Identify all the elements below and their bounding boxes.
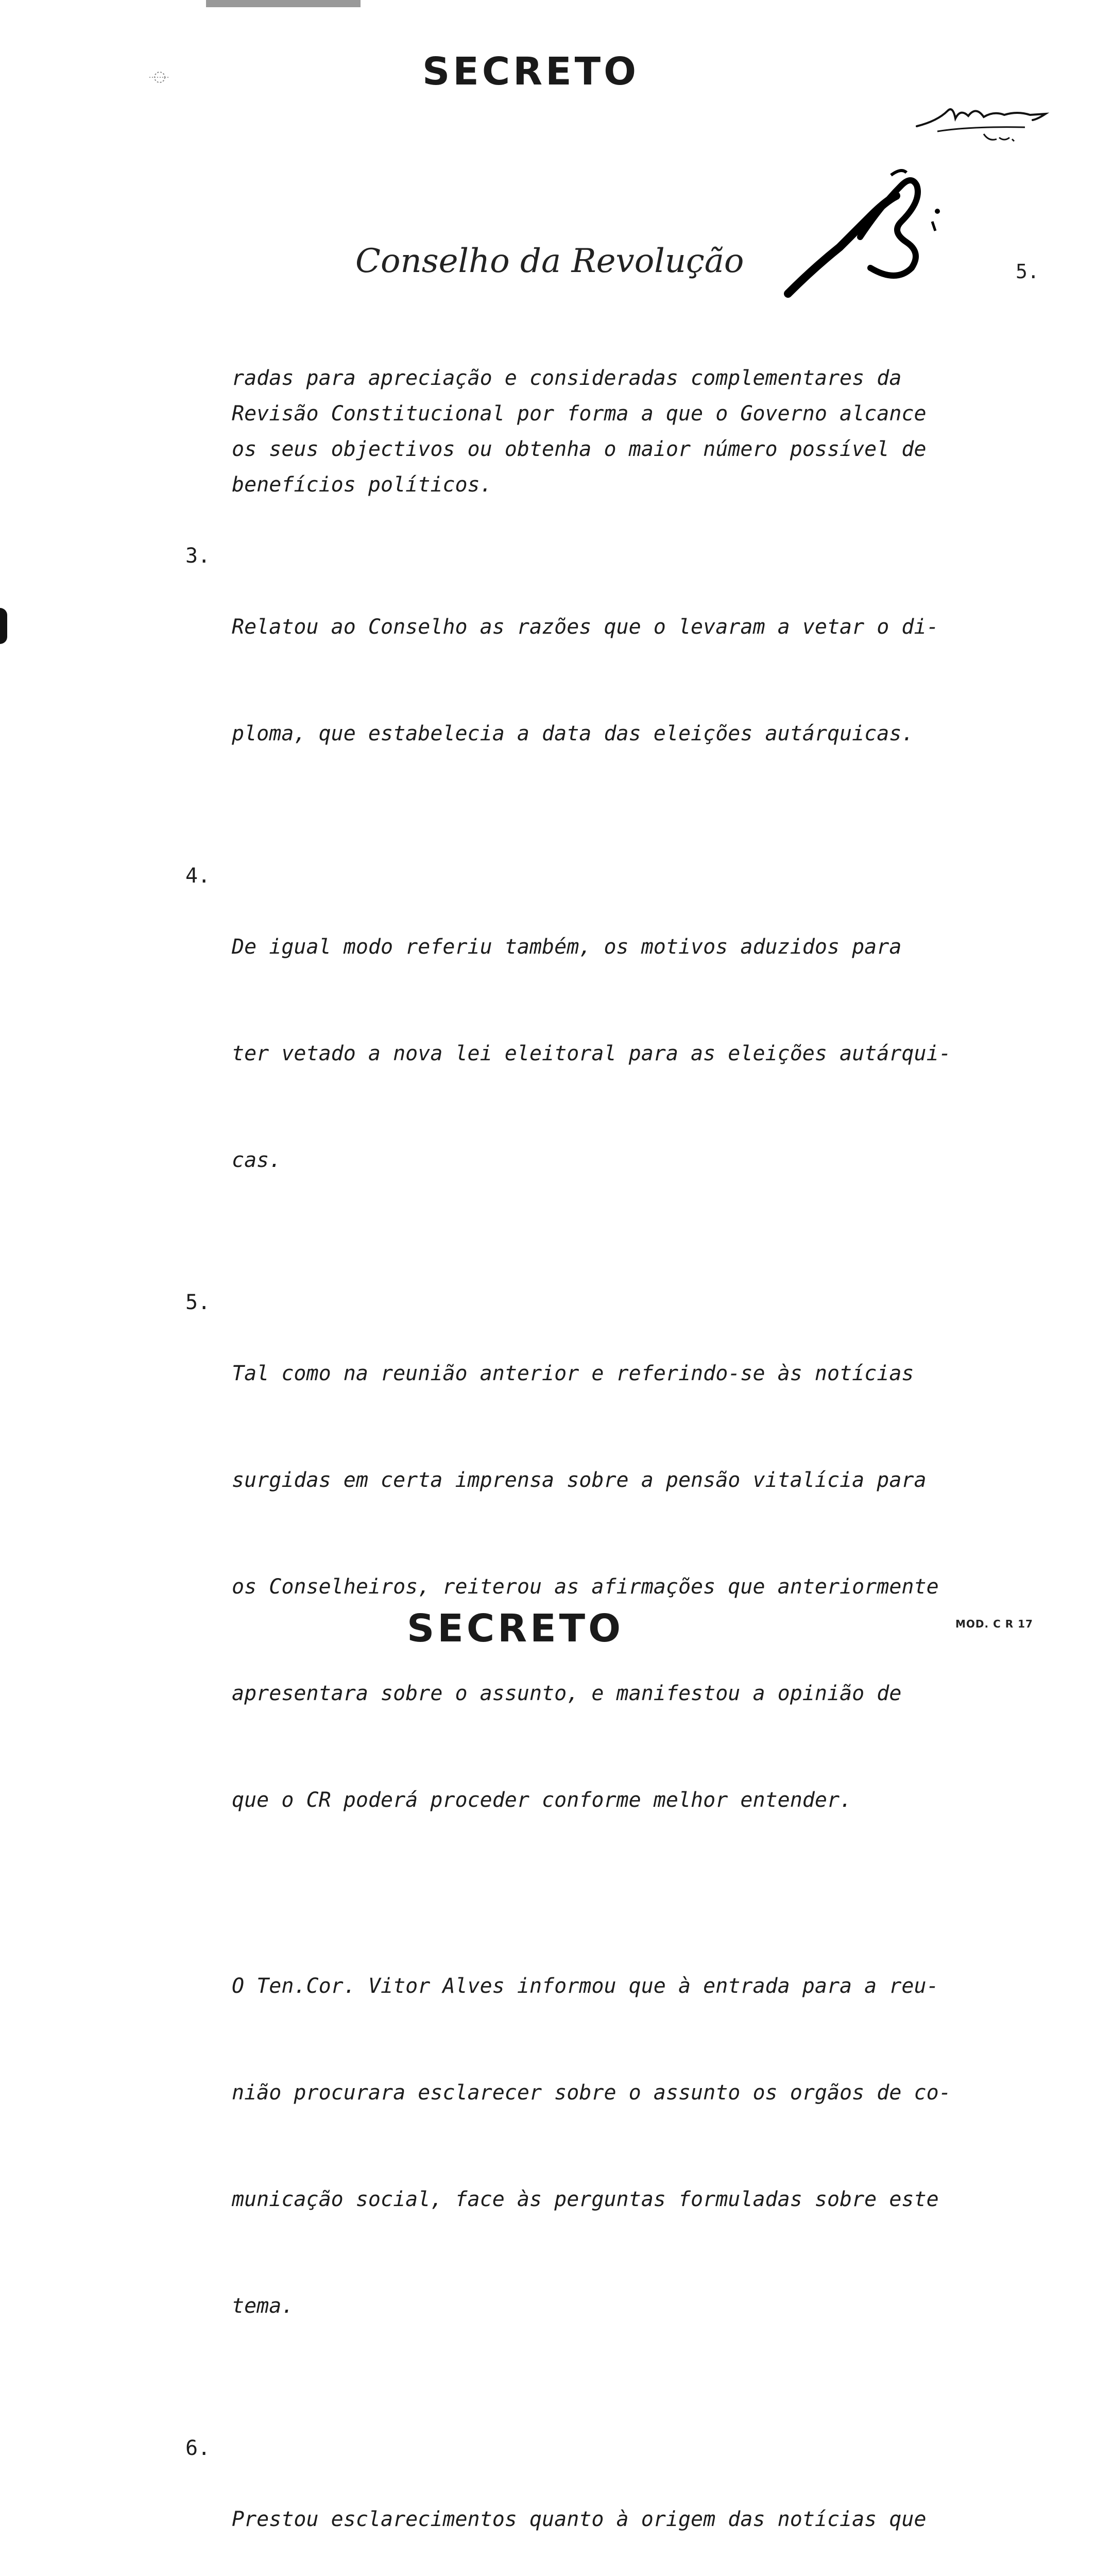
form-code: MOD. C R 17 (955, 1618, 1033, 1630)
text-line: Relatou ao Conselho as razões que o levaram a vetar o di- (232, 615, 939, 639)
punch-hole-mark (0, 608, 7, 644)
list-item-4 (185, 858, 1071, 1249)
item-number: 6. (185, 2436, 211, 2460)
document-body (185, 361, 1071, 2576)
text-line: nião procurara esclarecer sobre o assunto os orgãos de co- (232, 2081, 951, 2105)
item-number: 5. (185, 1291, 211, 1314)
text-line: Prestou esclarecimentos quanto à origem das notícias que (232, 2507, 927, 2531)
text-line: ter vetado a nova lei eleitoral para as eleições autárqui- (232, 1042, 951, 1065)
list-item-3 (185, 538, 1071, 823)
text-line: os Conselheiros, reiterou as afirmações que anteriormente (232, 1575, 939, 1599)
item-number: 4. (185, 864, 211, 888)
intro-paragraph (232, 361, 1071, 503)
text-line: benefícios políticos. (232, 473, 492, 497)
text-line: que o CR poderá proceder conforme melhor entender. (232, 1788, 852, 1812)
text-line: ploma, que estabelecia a data das eleições autárquicas. (232, 722, 914, 745)
handwritten-initials (906, 90, 1061, 152)
text-line: Revisão Constitucional por forma a que o Governo alcance (232, 402, 927, 426)
secret-stamp-bottom: SECRETO (407, 1606, 624, 1651)
list-item-6 (185, 2431, 1071, 2576)
secret-stamp-top: SECRETO (422, 49, 640, 94)
text-line: De igual modo referiu também, os motivos aduzidos para (232, 935, 902, 959)
text-line: Tal como na reunião anterior e referindo-se às notícias (232, 1362, 914, 1385)
text-line: radas para apreciação e consideradas complementares da (232, 366, 902, 390)
text-line: os seus objectivos ou obtenha o maior número possível de (232, 437, 927, 461)
text-line: municação social, face às perguntas formuladas sobre este (232, 2188, 939, 2211)
scan-speck-mark (144, 62, 175, 93)
text-line: O Ten.Cor. Vitor Alves informou que à entrada para a reu- (232, 1974, 939, 1998)
signature (783, 165, 953, 304)
list-item-5 (185, 1285, 1071, 2395)
text-line: cas. (232, 1148, 282, 1172)
text-line: surgidas em certa imprensa sobre a pensão vitalícia para (232, 1468, 927, 1492)
text-line: apresentara sobre o assunto, e manifestou a opinião de (232, 1682, 902, 1705)
item-number: 3. (185, 544, 211, 568)
page-number: 5. (1016, 260, 1039, 283)
text-line: tema. (232, 2294, 294, 2318)
letterhead-title: Conselho da Revolução (355, 242, 744, 280)
scan-artifact-bar (206, 0, 361, 7)
